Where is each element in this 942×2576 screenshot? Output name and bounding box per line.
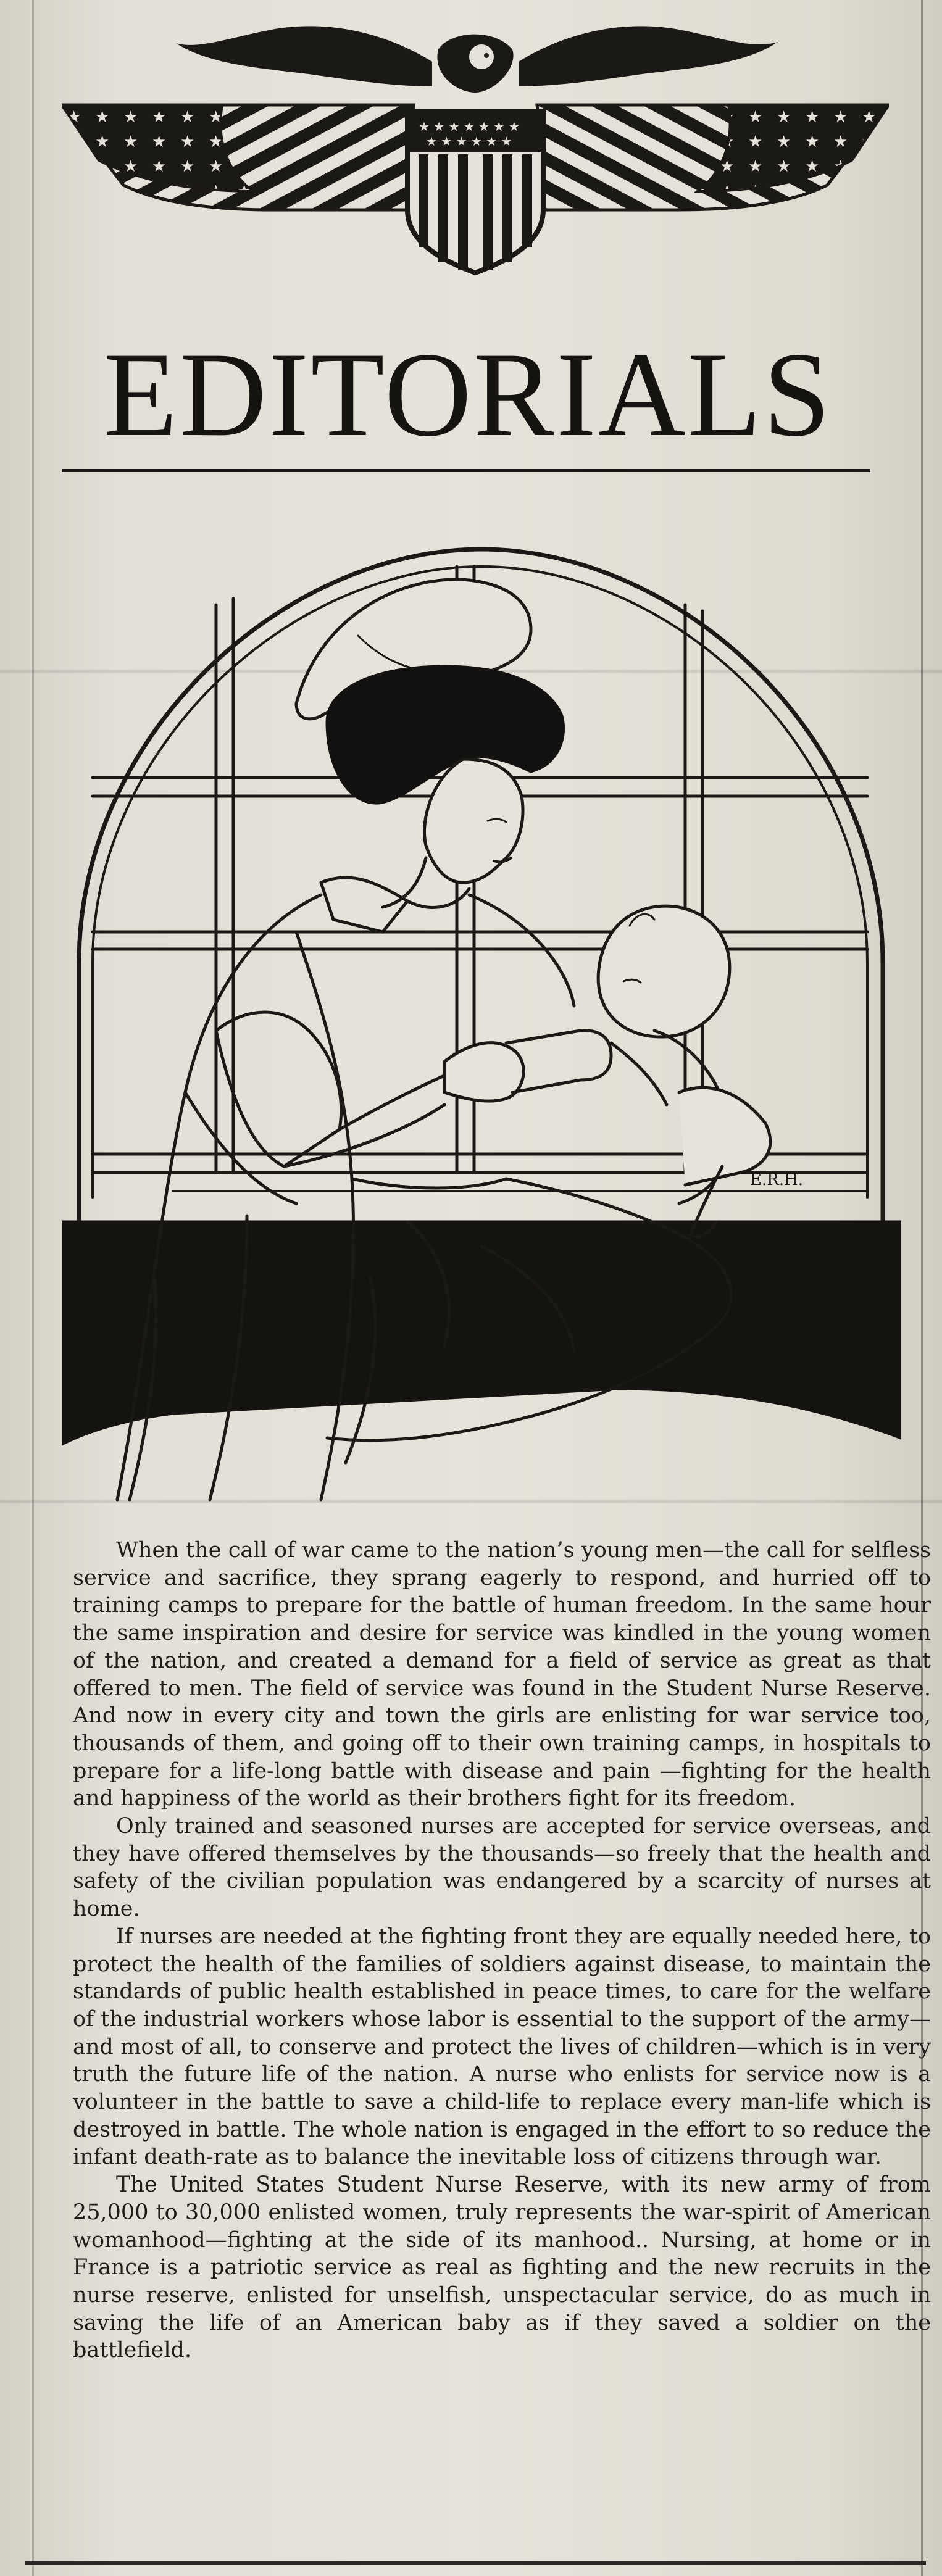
- column-rule-left: [32, 0, 34, 2576]
- illustration-signature: E.R.H.: [750, 1171, 804, 1189]
- nurse-feeding-baby-illustration: [62, 537, 901, 1531]
- svg-text:★ ★ ★ ★ ★ ★: ★ ★ ★ ★ ★ ★: [426, 134, 512, 149]
- editorial-article: [73, 1537, 931, 2364]
- svg-text:★ ★ ★ ★ ★ ★ ★: ★ ★ ★ ★ ★ ★ ★: [419, 119, 520, 134]
- section-heading: EDITORIALS: [103, 328, 833, 462]
- article-paragraph-3: If nurses are needed at the fighting front they are equally needed here, to protect the health of the families of soldiers against disease, to maintain the standards of public health established in peace times, to care for the welfare of the industrial workers whose labor is essential to the support of the army—and most of all, to conserve and protect the lives of children—which is in very truth the future life of the nation. A nurse who enlists for service now is a volunteer in the battle to save a child-life to replace every man-life which is destroyed in battle. The whole nation is engaged in the effort to so reduce the infant death-rate as to balance the inevitable loss of citizens through war.: [73, 1924, 931, 2170]
- article-paragraph-4: The United States Student Nurse Reserve, with its new army of from 25,000 to 30,000 enlisted women, truly represents the war-spirit of American womanhood—fighting at the side of its manhood.. Nursing, at home or in France is a patriotic service as real as fighting and the new recruits in the nurse reserve, enlisted for unselfish, unspectacular service, do as much in saving the life of an American baby as if they saved a soldier on the battlefield.: [73, 2172, 931, 2363]
- article-paragraph-1: When the call of war came to the nation’s young men—the call for selfless service and sacrifice, they sprang eagerly to respond, and hurried off to training camps to prepare for the battle of human freedom. In the same hour the same inspiration and desire for service was kindled in the young women of the nation, and created a demand for a field of service as great as that offered to men. The field of service was found in the Student Nurse Reserve. And now in every city and town the girls are enlisting for war service too, thousands of them, and going off to their own training camps, in hospitals to prepare for a life-long battle with disease and pain —fighting for the health and happiness of the world as their brothers fight for its freedom.: [73, 1538, 931, 1811]
- bottom-rule: [25, 2561, 926, 2565]
- heading-underline: [62, 469, 870, 472]
- article-paragraph-2: Only trained and seasoned nurses are accepted for service overseas, and they have offered themselves by the thousands—so freely that the health and safety of the civilian population was endangered by a scarcity of nurses at home.: [73, 1814, 931, 1922]
- eagle-flag-emblem: [62, 6, 889, 278]
